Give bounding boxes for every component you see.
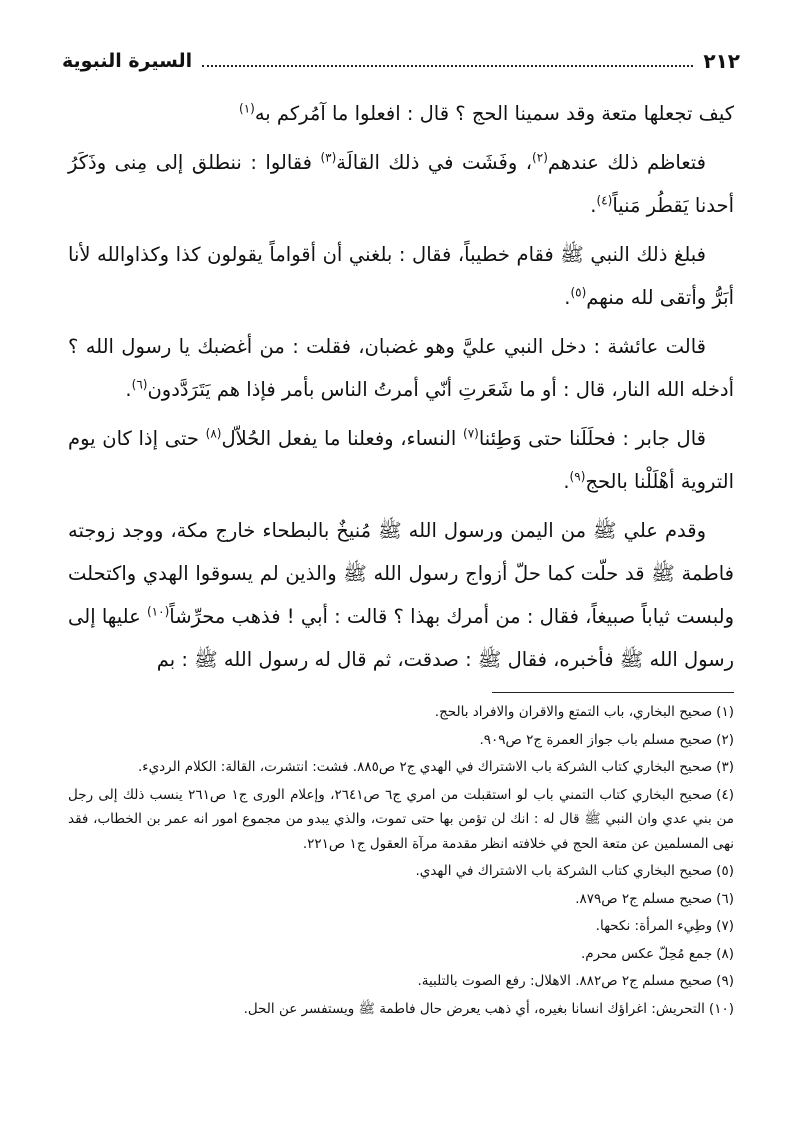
footnote: (٥)صحيح البخاري كتاب الشركة باب الاشتراك في الهدي. (415, 863, 734, 879)
footnote-ref[interactable]: (٣) (320, 150, 337, 165)
footnote: (١٠)التحريش: اغراؤك انسانا بغيره، أي ذهب يعرض حال فاطمة ﷺ ويستفسر عن الحل. (243, 1000, 734, 1017)
paragraph: كيف تجعلها متعة وقد سمينا الحج ؟ قال : افعلوا ما آمُركم به$^{(١)}$ (239, 101, 734, 125)
footnote: (٧)وطِيء المرأة: نكحها. (595, 918, 734, 934)
paragraph: فتعاظم ذلك عندهم$^{(٢)}$، وفَشَت في ذلك القالَة$^{(٣)}$ فقالوا : ننطلق إلى مِنى وذَكَرُ أحدنا يَقطُر مَنياً$^{(٤)}$. (68, 150, 734, 217)
running-header (62, 46, 740, 76)
footnotes (68, 700, 734, 1024)
paragraph: قال جابر : فحلَلَنا حتى وَطِئنا$^{(٧)}$ النساء، وفعلنا ما يفعل الحُلاّل$^{(٨)}$ حتى إذا كان يوم التروية أهْلَلْنا بالحج$^{(٩)}$. (68, 426, 734, 493)
footnote-separator (492, 692, 734, 693)
paragraph: وقدم علي ﷺ من اليمن ورسول الله ﷺ مُنيخٌ بالبطحاء خارج مكة، ووجد زوجته فاطمة ﷺ قد حلّت كما حلّ أزواج رسول الله ﷺ والذين لم يسوقوا الهدي واكتحلت ولبست ثياباً صبيغاً، فقال : من أمرك بهذا ؟ قالت : أبي ! فذهب محرِّشاً$^{(١٠)}$ عليها إلى رسول الله ﷺ فأخبره، فقال ﷺ : صدقت، ثم قال له رسول الله ﷺ : بم (68, 519, 734, 671)
footnote: (١)صحيح البخاري، باب التمتع والاقران والافراد بالحج. (434, 704, 734, 720)
header-dot-leader (202, 55, 693, 67)
main-text (68, 92, 734, 687)
footnote-ref[interactable]: (١٠) (146, 604, 170, 619)
footnote-ref[interactable]: (٨) (205, 426, 222, 441)
footnote: (٢)صحيح مسلم باب جواز العمرة ج٢ ص٩٠٩. (479, 731, 734, 748)
footnote-ref[interactable]: (٩) (569, 469, 586, 484)
footnote: (٦)صحيح مسلم ج٢ ص٨٧٩. (575, 890, 734, 907)
footnote: (٩)صحيح مسلم ج٢ ص٨٨٢. الاهلال: رفع الصوت بالتلبية. (417, 973, 734, 989)
footnote: (٤)صحيح البخاري كتاب التمني باب لو استقبلت من امري ج٦ ص٢٦٤١، وإعلام الورى ج١ ص٢٦١ ينسب ذلك إلى رجل من بني عدي وان النبي ﷺ قال له : انك لن تؤمن بها حتى تموت، والذي يبدو من مجموع امور انه عمر بن الخطاب، فقد نهى المسلمين عن متعة الحج في خلافته انظر مقدمة مرآة العقول ج١ ص٢٢١. (68, 786, 734, 852)
footnote-ref[interactable]: (١) (239, 101, 255, 116)
paragraph: فبلغ ذلك النبي ﷺ فقام خطيباً، فقال : بلغني أن أقواماً يقولون كذا وكذاوالله لأنا أبَرُّ وأتقى لله منهم$^{(٥)}$. (68, 243, 734, 309)
footnote-ref[interactable]: (٢) (532, 150, 548, 165)
footnote-ref[interactable]: (٧) (463, 426, 479, 441)
page-number: ٢١٢ (703, 49, 740, 73)
footnote: (٣)صحيح البخاري كتاب الشركة باب الاشتراك في الهدي ج٢ ص٨٨٥. فشت: انتشرت، القالة: الكلام الرديء. (137, 759, 734, 775)
footnote-ref[interactable]: (٦) (131, 377, 148, 392)
footnote-ref[interactable]: (٥) (570, 285, 587, 300)
footnote: (٨)جمع مُحِلّ عكس محرم. (581, 945, 734, 962)
running-title: السيرة النبوية (62, 50, 193, 72)
paragraph: قالت عائشة : دخل النبي عليَّ وهو غضبان، فقلت : من أغضبك يا رسول الله ؟ أدخله الله النار، قال : أو ما شَعَرتِ أنّي أمرتُ الناس بأمر فإذا هم يَتَرَدَّدون$^{(٦)}$. (68, 335, 734, 401)
footnote-ref[interactable]: (٤) (596, 193, 613, 208)
